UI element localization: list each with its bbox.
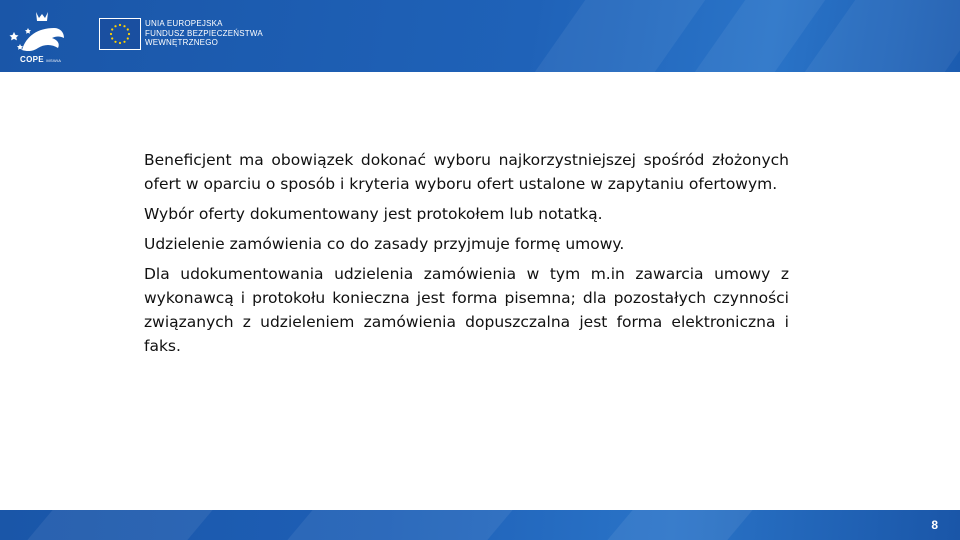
footer-stripe bbox=[607, 510, 752, 540]
eu-line-1: UNIA EUROPEJSKA bbox=[145, 19, 223, 28]
paragraph-documentation-form: Dla udokumentowania udzielenia zamówienia w tym m.in zawarcia umowy z wykonawcą i protokołu konieczna jest forma pisemna; dla pozostałych czynności związanych z udzieleniem zamówienia dopuszczalna jest forma elektroniczna i faks. bbox=[144, 265, 789, 355]
header-bar bbox=[0, 0, 960, 72]
footer-stripe bbox=[287, 510, 512, 540]
paragraph-offer-selection: Wybór oferty dokumentowany jest protokołem lub notatką. bbox=[144, 205, 603, 223]
header-stripe bbox=[805, 0, 960, 72]
header-stripe bbox=[535, 0, 705, 72]
eu-line-2: FUNDUSZ BEZPIECZEŃSTWA bbox=[145, 28, 263, 38]
eu-flag-icon bbox=[99, 18, 141, 50]
page-number: 8 bbox=[931, 518, 938, 532]
slide-body bbox=[144, 148, 789, 364]
header-stripe bbox=[695, 0, 825, 72]
paragraph-contract-form: Udzielenie zamówienia co do zasady przyjmuje formę umowy. bbox=[144, 235, 625, 253]
eu-stars-icon bbox=[100, 19, 140, 49]
eu-fund-label bbox=[145, 19, 263, 48]
eu-line-3: WEWNĘTRZNEGO bbox=[145, 38, 219, 47]
footer-bar bbox=[0, 510, 960, 540]
paragraph-beneficiary-obligation: Beneficjent ma obowiązek dokonać wyboru najkorzystniejszej spośród złożonych ofert w oparciu o sposób i kryteria wyboru ofert ustalone w zapytaniu ofertowym. bbox=[144, 151, 789, 193]
cope-sublabel: MSWiA bbox=[46, 58, 62, 63]
cope-logo-text bbox=[20, 55, 61, 64]
cope-label: COPE bbox=[20, 55, 44, 64]
footer-stripe bbox=[27, 510, 212, 540]
